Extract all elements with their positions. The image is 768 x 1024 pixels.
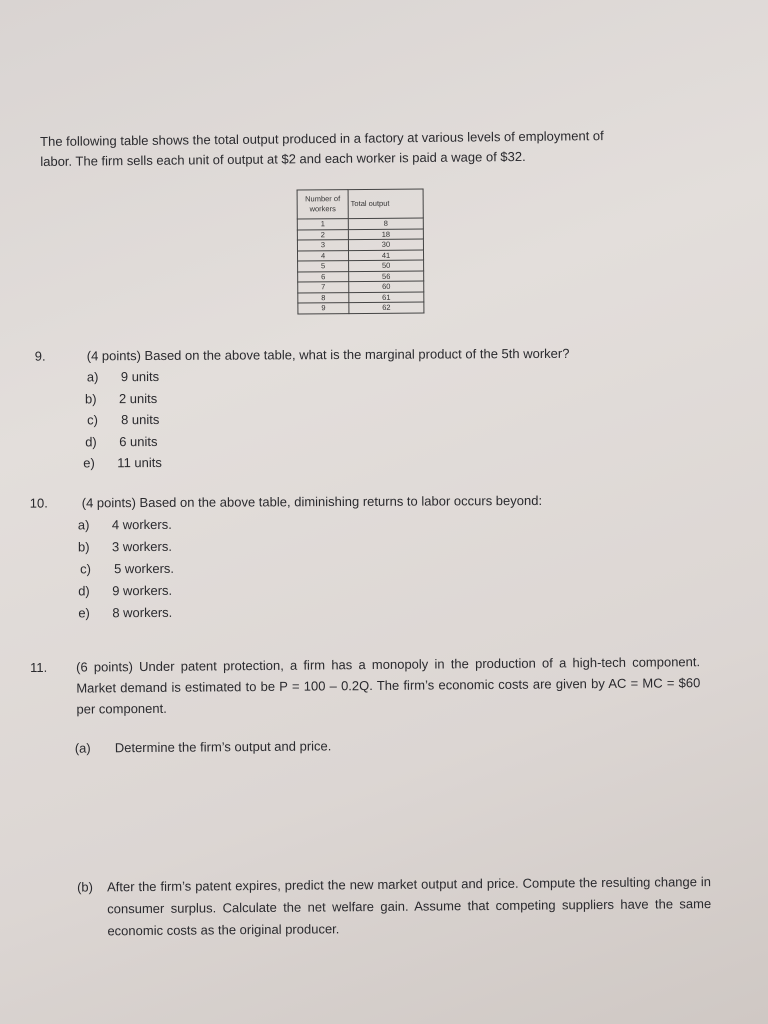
option-e [83,452,162,474]
question-number: 9. [34,348,46,364]
option-c [80,558,174,580]
option-c [87,409,159,431]
option-text: 8 workers. [112,604,173,621]
workers-cell: 6 [298,271,349,282]
question-stem: (6 points) Under patent protection, a firm has a monopoly in the production of a high-tech component. Market demand is estimated to be P = 100 – 0.2Q. The firm’s economic costs are given by AC = MC = $60 per component. [76,654,701,717]
option-text: 11 units [117,454,162,471]
option-letter: c) [87,412,98,428]
part-text: Determine the firm’s output and price. [114,738,332,756]
output-cell: 56 [349,271,424,282]
output-cell: 60 [349,281,424,292]
option-letter: e) [83,455,95,471]
workers-cell: 2 [297,229,348,240]
option-text: 9 workers. [112,582,173,599]
workers-cell: 4 [297,250,348,261]
question-number: 11. [30,659,48,675]
output-table [297,189,425,314]
option-d [78,580,172,602]
question-9 [35,342,656,475]
table-row [298,302,424,313]
option-b [78,536,172,558]
option-letter: e) [78,605,90,621]
header-workers: Number of workers [297,190,348,219]
intro-line-1: The following table shows the total output produced in a factory at various levels of employment of [40,128,604,149]
option-text: 3 workers. [111,538,172,555]
part-label: (a) [74,740,91,756]
option-text: 8 units [121,411,160,428]
workers-cell: 1 [297,219,348,230]
option-text: 2 units [118,390,158,407]
output-cell: 18 [348,229,423,240]
question-10 [30,489,651,622]
output-cell: 62 [349,302,424,313]
option-b [85,388,157,410]
part-text: After the firm’s patent expires, predict the new market output and price. Compute the resulting change in consumer surplus. Calculate the net welfare gain. Assume that competing suppliers have the same economic costs as the original producer. [106,874,712,939]
workers-cell: 3 [297,240,348,251]
option-letter: b) [77,539,90,555]
intro-line-2: labor. The firm sells each unit of output at $2 and each worker is paid a wage of $32. [40,148,526,169]
option-e [78,602,172,624]
question-11 [30,649,712,939]
intro-paragraph [40,126,660,172]
option-letter: c) [80,561,91,577]
output-cell: 30 [348,239,423,250]
output-cell: 8 [348,218,423,229]
question-stem: (4 points) Based on the above table, what is the marginal product of the 5th worker? [86,345,570,364]
output-cell: 61 [349,292,424,303]
part-b [76,871,712,939]
option-text: 9 units [120,368,160,385]
output-cell: 41 [348,250,423,261]
workers-cell: 9 [298,303,349,314]
option-text: 4 workers. [111,516,172,533]
option-letter: d) [78,583,90,599]
question-stem: (4 points) Based on the above table, diminishing returns to labor occurs beyond: [81,492,543,511]
question-number: 10. [29,495,48,511]
option-letter: a) [77,517,90,533]
option-letter: a) [86,369,99,385]
option-text: 6 units [119,433,158,450]
option-letter: b) [84,391,97,407]
header-output: Total output [348,189,423,219]
workers-cell: 8 [298,292,349,303]
option-a [78,514,172,536]
workers-cell: 5 [298,261,349,272]
output-cell: 50 [349,260,424,271]
option-d [85,431,157,453]
part-label: (b) [76,879,93,895]
part-a [75,732,685,759]
option-letter: d) [85,434,97,450]
option-text: 5 workers. [114,560,175,577]
option-a [87,366,159,388]
workers-cell: 7 [298,282,349,293]
